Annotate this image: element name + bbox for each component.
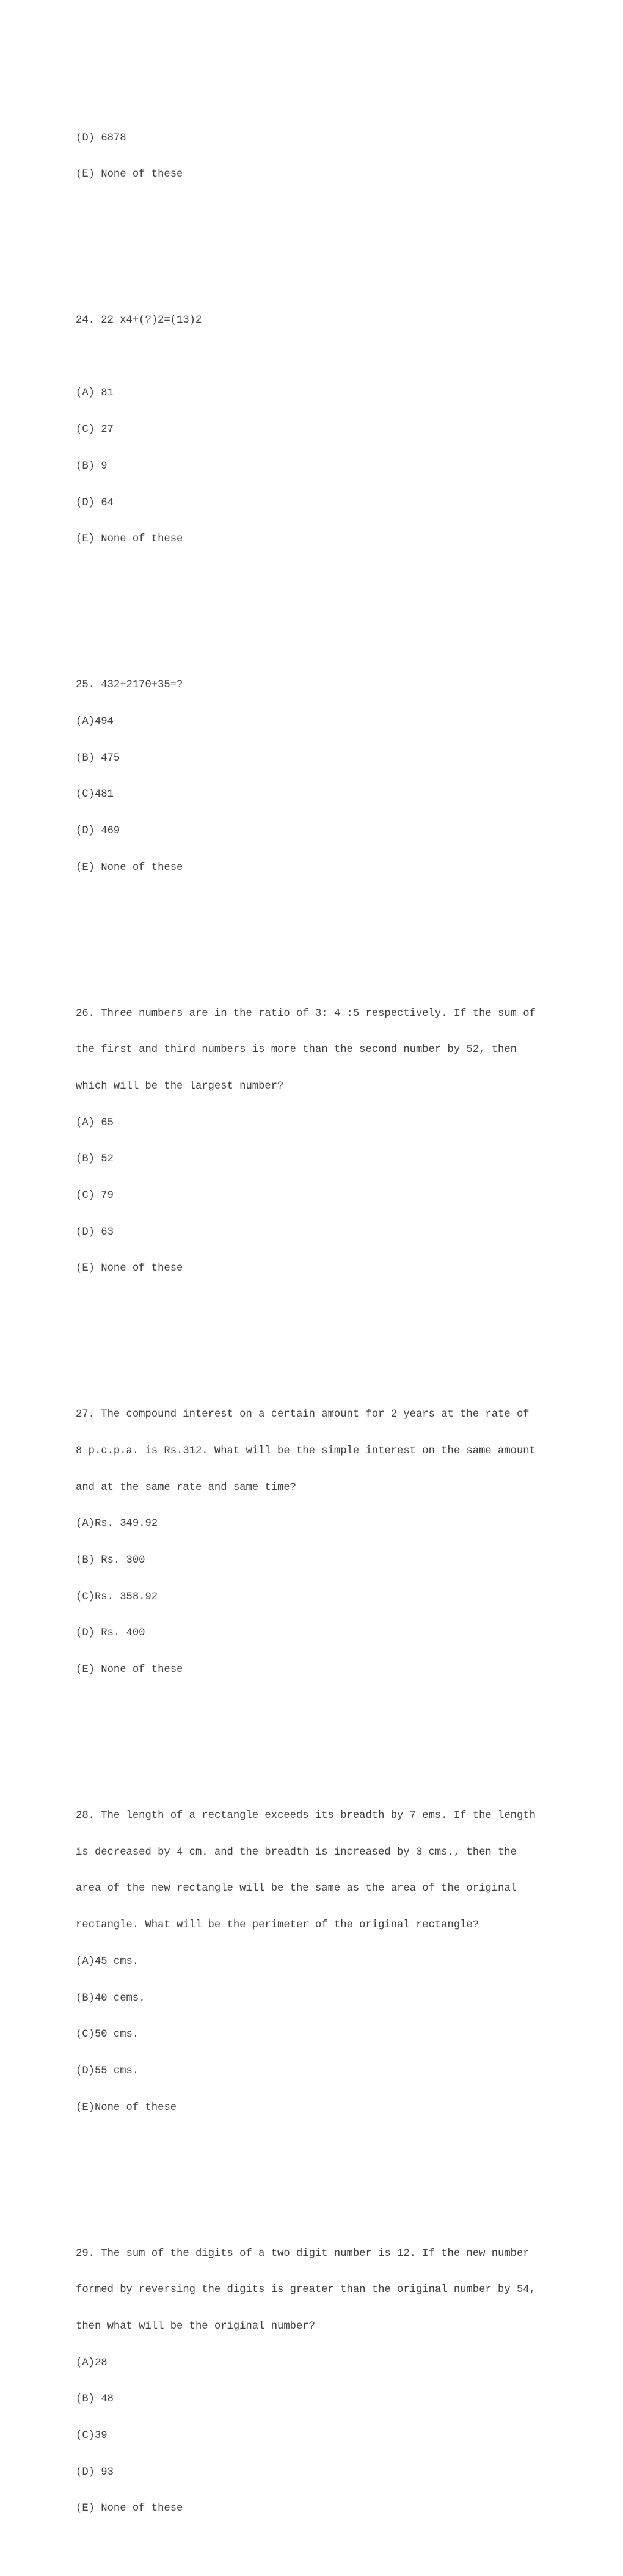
question-26-option-d: (D) 63 [76, 1226, 114, 1238]
question-29-option-d: (D) 93 [76, 2466, 114, 2478]
question-24-option-b: (B) 9 [76, 460, 107, 472]
question-27-text-line-2: 8 p.c.p.a. is Rs.312. What will be the simple interest on the same amount [76, 1445, 536, 1457]
option-d: (D) 6878 [76, 132, 126, 144]
question-26 [76, 983, 536, 1299]
question-27-option-b: (B) Rs. 300 [76, 1555, 145, 1567]
question-27-text-line-3: and at the same rate and same time? [76, 1481, 296, 1494]
question-28 [76, 1786, 536, 2138]
question-28-option-b: (B)40 cems. [76, 1992, 145, 2004]
question-25 [76, 655, 536, 898]
question-26-text-line-1: 26. Three numbers are in the ratio of 3: 4 :5 respectively. If the sum of [76, 1007, 536, 1020]
blank-line [76, 351, 536, 363]
question-27 [76, 1384, 536, 1700]
blank-line [76, 607, 536, 619]
question-26-text-line-2: the first and third numbers is more than the second number by 52, then [76, 1044, 517, 1056]
blank-line [76, 242, 536, 254]
question-24-option-e: (E) None of these [76, 533, 183, 545]
question-27-text-line-1: 27. The compound interest on a certain amount for 2 years at the rate of [76, 1409, 530, 1421]
question-27-option-e: (E) None of these [76, 1664, 183, 1676]
question-25-option-b: (B) 475 [76, 752, 120, 764]
question-24-heading: 24. 22 x4+(?)2=(13)2 [76, 315, 202, 327]
question-25-option-d: (D) 469 [76, 825, 120, 837]
question-26-option-a: (A) 65 [76, 1117, 114, 1129]
blank-line [76, 935, 536, 947]
question-text-block [76, 71, 536, 2576]
question-26-option-c: (C) 79 [76, 1190, 114, 1202]
blank-line [76, 1737, 536, 1750]
question-29 [76, 2224, 536, 2539]
question-25-heading: 25. 432+2170+35=? [76, 679, 183, 691]
question-25-option-c: (C)481 [76, 789, 114, 801]
question-26-text-line-3: which will be the largest number? [76, 1080, 284, 1092]
question-25-option-a: (A)494 [76, 715, 114, 728]
question-25-option-e: (E) None of these [76, 861, 183, 874]
question-24-option-a: (A) 81 [76, 387, 114, 400]
previous-question-options [76, 108, 536, 205]
question-27-option-d: (D) Rs. 400 [76, 1627, 145, 1640]
question-27-option-a: (A)Rs. 349.92 [76, 1518, 158, 1530]
question-29-text-line-3: then what will be the original number? [76, 2320, 315, 2332]
blank-line [76, 2175, 536, 2187]
question-28-option-d: (D)55 cms. [76, 2065, 139, 2077]
question-29-option-e: (E) None of these [76, 2503, 183, 2515]
question-27-option-c: (C)Rs. 358.92 [76, 1591, 158, 1603]
question-28-text-line-2: is decreased by 4 cm. and the breadth is increased by 3 cms., then the [76, 1846, 517, 1858]
question-28-option-e: (E)None of these [76, 2101, 177, 2114]
option-e: (E) None of these [76, 169, 183, 181]
question-26-option-e: (E) None of these [76, 1263, 183, 1275]
question-29-text-line-2: formed by reversing the digits is greater than the original number by 54, [76, 2284, 536, 2296]
question-29-text-line-1: 29. The sum of the digits of a two digit number is 12. If the new number [76, 2247, 530, 2260]
question-26-option-b: (B) 52 [76, 1153, 114, 1166]
question-28-text-line-1: 28. The length of a rectangle exceeds its breadth by 7 ems. If the length [76, 1810, 536, 1822]
question-29-option-b: (B) 48 [76, 2393, 114, 2406]
blank-line [76, 1336, 536, 1348]
question-28-text-line-4: rectangle. What will be the perimeter of the original rectangle? [76, 1919, 479, 1932]
question-28-option-c: (C)50 cms. [76, 2029, 139, 2041]
question-24-option-c: (C) 27 [76, 424, 114, 436]
question-28-text-line-3: area of the new rectangle will be the same as the area of the original [76, 1883, 517, 1895]
question-24 [76, 290, 536, 570]
question-29-option-c: (C)39 [76, 2430, 107, 2442]
question-29-option-a: (A)28 [76, 2357, 107, 2369]
question-24-option-d: (D) 64 [76, 497, 114, 509]
question-28-option-a: (A)45 cms. [76, 1955, 139, 1968]
